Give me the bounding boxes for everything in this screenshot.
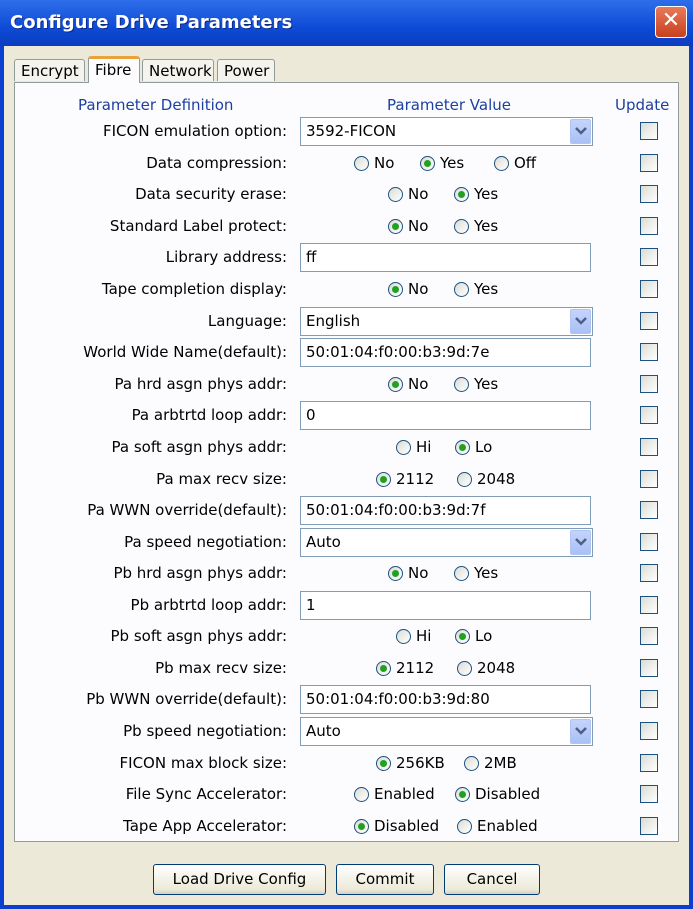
radio-2mb[interactable]: [464, 752, 517, 774]
radio-no[interactable]: [388, 215, 428, 237]
radio-disabled[interactable]: [354, 815, 439, 837]
tab-encrypt[interactable]: Encrypt: [14, 59, 85, 81]
param-row-standard-label-protect: [14, 211, 679, 241]
param-label: Library address:: [165, 248, 287, 266]
radio-button-icon[interactable]: [388, 219, 403, 234]
radio-label: No: [408, 280, 429, 298]
radio-2112[interactable]: [376, 468, 434, 490]
param-label: Pb soft asgn phys addr:: [110, 627, 287, 645]
param-label: Pb WWN override(default):: [86, 690, 287, 708]
radio-button-icon[interactable]: [457, 661, 472, 676]
radio-button-icon[interactable]: [388, 377, 403, 392]
radio-button-icon[interactable]: [457, 472, 472, 487]
param-label: Pa speed negotiation:: [124, 533, 287, 551]
update-checkbox[interactable]: [640, 406, 658, 424]
param-label: Pa max recv size:: [156, 470, 287, 488]
radio-button-icon[interactable]: [455, 629, 470, 644]
radio-off[interactable]: [494, 152, 536, 174]
param-row-library-address: [14, 242, 679, 272]
radio-yes[interactable]: [454, 373, 498, 395]
param-row-ficon-max-block-size: [14, 748, 679, 778]
update-checkbox[interactable]: [640, 343, 658, 361]
param-label: FICON emulation option:: [102, 122, 287, 140]
update-checkbox[interactable]: [640, 154, 658, 172]
world-wide-name-default-input[interactable]: 50:01:04:f0:00:b3:9d:7e: [300, 338, 591, 367]
radio-button-icon[interactable]: [388, 566, 403, 581]
cancel-button[interactable]: Cancel: [444, 864, 540, 895]
radio-2048[interactable]: [457, 468, 515, 490]
update-checkbox[interactable]: [640, 785, 658, 803]
param-label: Pb arbtrtd loop addr:: [130, 596, 287, 614]
param-row-pb-soft-asgn-phys-addr: [14, 621, 679, 651]
radio-label: Yes: [474, 375, 499, 393]
radio-lo[interactable]: [455, 625, 492, 647]
param-row-pa-speed-negotiation: [14, 527, 679, 557]
param-row-data-security-erase: [14, 179, 679, 209]
param-row-pb-speed-negotiation: [14, 716, 679, 746]
chevron-down-icon[interactable]: [570, 309, 591, 334]
update-checkbox[interactable]: [640, 185, 658, 203]
radio-no[interactable]: [354, 152, 394, 174]
radio-button-icon[interactable]: [454, 219, 469, 234]
radio-no[interactable]: [388, 373, 428, 395]
radio-button-icon[interactable]: [455, 787, 470, 802]
radio-yes[interactable]: [454, 278, 498, 300]
radio-button-icon[interactable]: [454, 377, 469, 392]
update-checkbox[interactable]: [640, 438, 658, 456]
radio-label: No: [408, 564, 429, 582]
radio-button-icon[interactable]: [376, 756, 391, 771]
window-title: Configure Drive Parameters: [10, 12, 293, 33]
update-checkbox[interactable]: [640, 122, 658, 140]
radio-button-icon[interactable]: [354, 156, 369, 171]
radio-no[interactable]: [388, 183, 428, 205]
pb-wwn-override-default-input[interactable]: 50:01:04:f0:00:b3:9d:80: [300, 685, 591, 714]
chevron-down-icon[interactable]: [570, 719, 591, 744]
radio-button-icon[interactable]: [376, 661, 391, 676]
update-checkbox[interactable]: [640, 627, 658, 645]
close-button[interactable]: ✕: [655, 6, 687, 38]
title-bar[interactable]: [0, 0, 693, 46]
radio-button-icon[interactable]: [376, 472, 391, 487]
radio-label: 2MB: [484, 754, 517, 772]
radio-yes[interactable]: [454, 183, 498, 205]
param-row-language: [14, 306, 679, 336]
radio-label: Yes: [440, 154, 465, 172]
param-row-pb-max-recv-size: [14, 653, 679, 683]
param-label: Language:: [207, 312, 287, 330]
radio-button-icon[interactable]: [464, 756, 479, 771]
param-row-pa-arbtrtd-loop-addr: [14, 400, 679, 430]
radio-lo[interactable]: [455, 436, 492, 458]
radio-button-icon[interactable]: [388, 282, 403, 297]
param-row-pa-wwn-override-default: [14, 495, 679, 525]
chevron-down-icon[interactable]: [570, 119, 591, 144]
pb-arbtrtd-loop-addr-input[interactable]: 1: [300, 591, 591, 620]
update-checkbox[interactable]: [640, 312, 658, 330]
commit-button[interactable]: Commit: [336, 864, 434, 895]
param-row-pb-arbtrtd-loop-addr: [14, 590, 679, 620]
select-value: Auto: [306, 533, 341, 551]
dialog-body: [4, 46, 689, 905]
tab-power[interactable]: Power: [217, 59, 275, 81]
radio-label: 2112: [396, 470, 435, 488]
radio-label: No: [408, 185, 429, 203]
radio-yes[interactable]: [454, 562, 498, 584]
param-row-tape-app-accelerator: [14, 811, 679, 841]
pa-speed-negotiation-select[interactable]: [300, 528, 593, 557]
param-label: Tape completion display:: [101, 280, 287, 298]
radio-button-icon[interactable]: [388, 187, 403, 202]
radio-button-icon[interactable]: [396, 440, 411, 455]
param-row-tape-completion-display: [14, 274, 679, 304]
param-label: Pa soft asgn phys addr:: [111, 438, 287, 456]
pb-speed-negotiation-select[interactable]: [300, 717, 593, 746]
radio-label: Hi: [416, 438, 432, 456]
radio-yes[interactable]: [454, 215, 498, 237]
radio-button-icon[interactable]: [494, 156, 509, 171]
update-checkbox[interactable]: [640, 375, 658, 393]
radio-label: Yes: [474, 564, 499, 582]
radio-label: Lo: [475, 438, 493, 456]
param-label: FICON max block size:: [119, 754, 287, 772]
param-label: Data security erase:: [135, 185, 287, 203]
update-checkbox[interactable]: [640, 470, 658, 488]
param-row-pb-hrd-asgn-phys-addr: [14, 558, 679, 588]
param-label: Data compression:: [146, 154, 287, 172]
update-checkbox[interactable]: [640, 817, 658, 835]
param-row-pa-soft-asgn-phys-addr: [14, 432, 679, 462]
param-label: Pa arbtrtd loop addr:: [131, 406, 287, 424]
update-checkbox[interactable]: [640, 280, 658, 298]
header-update: Update: [615, 96, 670, 114]
radio-button-icon[interactable]: [455, 440, 470, 455]
language-select[interactable]: [300, 307, 593, 336]
param-label: Pb hrd asgn phys addr:: [113, 564, 287, 582]
radio-label: 2112: [396, 659, 435, 677]
radio-label: Yes: [474, 280, 499, 298]
update-checkbox[interactable]: [640, 659, 658, 677]
radio-label: Yes: [474, 217, 499, 235]
select-value: 3592-FICON: [306, 122, 397, 140]
radio-label: Yes: [474, 185, 499, 203]
param-label: Pa WWN override(default):: [87, 501, 287, 519]
update-checkbox[interactable]: [640, 596, 658, 614]
library-address-input[interactable]: ff: [300, 243, 591, 272]
radio-yes[interactable]: [420, 152, 464, 174]
radio-label: Enabled: [374, 785, 435, 803]
param-row-world-wide-name-default: [14, 337, 679, 367]
update-checkbox[interactable]: [640, 533, 658, 551]
header-value: Parameter Value: [387, 96, 511, 114]
radio-button-icon[interactable]: [354, 819, 369, 834]
select-value: English: [306, 312, 361, 330]
radio-hi[interactable]: [396, 436, 431, 458]
radio-button-icon[interactable]: [396, 629, 411, 644]
param-row-ficon-emulation-option: [14, 116, 679, 146]
update-checkbox[interactable]: [640, 690, 658, 708]
radio-label: No: [408, 217, 429, 235]
param-label: Pa hrd asgn phys addr:: [114, 375, 287, 393]
radio-no[interactable]: [388, 562, 428, 584]
radio-label: 256KB: [396, 754, 445, 772]
update-checkbox[interactable]: [640, 564, 658, 582]
update-checkbox[interactable]: [640, 248, 658, 266]
radio-label: 2048: [477, 470, 516, 488]
radio-enabled[interactable]: [354, 783, 435, 805]
radio-label: Off: [514, 154, 537, 172]
radio-button-icon[interactable]: [457, 819, 472, 834]
chevron-down-icon[interactable]: [570, 530, 591, 555]
radio-button-icon[interactable]: [420, 156, 435, 171]
param-label: Pb max recv size:: [155, 659, 287, 677]
radio-label: Disabled: [374, 817, 440, 835]
update-checkbox[interactable]: [640, 722, 658, 740]
param-label: File Sync Accelerator:: [125, 785, 287, 803]
radio-disabled[interactable]: [455, 783, 540, 805]
param-label: Standard Label protect:: [109, 217, 287, 235]
radio-2048[interactable]: [457, 657, 515, 679]
radio-label: Disabled: [475, 785, 541, 803]
radio-label: No: [374, 154, 395, 172]
radio-label: No: [408, 375, 429, 393]
update-checkbox[interactable]: [640, 501, 658, 519]
param-row-data-compression: [14, 148, 679, 178]
pa-wwn-override-default-input[interactable]: 50:01:04:f0:00:b3:9d:7f: [300, 496, 591, 525]
radio-256kb[interactable]: [376, 752, 445, 774]
radio-enabled[interactable]: [457, 815, 538, 837]
radio-button-icon[interactable]: [354, 787, 369, 802]
radio-label: Hi: [416, 627, 432, 645]
param-row-pa-max-recv-size: [14, 464, 679, 494]
radio-label: 2048: [477, 659, 516, 677]
update-checkbox[interactable]: [640, 754, 658, 772]
radio-hi[interactable]: [396, 625, 431, 647]
param-row-pa-hrd-asgn-phys-addr: [14, 369, 679, 399]
radio-button-icon[interactable]: [454, 282, 469, 297]
tab-fibre[interactable]: Fibre: [88, 56, 140, 83]
param-row-pb-wwn-override-default: [14, 684, 679, 714]
param-label: Pb speed negotiation:: [123, 722, 287, 740]
radio-2112[interactable]: [376, 657, 434, 679]
ficon-emulation-option-select[interactable]: [300, 117, 593, 146]
header-definition: Parameter Definition: [78, 96, 234, 114]
pa-arbtrtd-loop-addr-input[interactable]: 0: [300, 401, 591, 430]
radio-button-icon[interactable]: [454, 566, 469, 581]
radio-no[interactable]: [388, 278, 428, 300]
select-value: Auto: [306, 722, 341, 740]
radio-label: Enabled: [477, 817, 538, 835]
radio-button-icon[interactable]: [454, 187, 469, 202]
update-checkbox[interactable]: [640, 217, 658, 235]
radio-label: Lo: [475, 627, 493, 645]
tab-network[interactable]: Network: [142, 59, 214, 81]
param-label: World Wide Name(default):: [83, 343, 287, 361]
param-label: Tape App Accelerator:: [123, 817, 287, 835]
param-row-file-sync-accelerator: [14, 779, 679, 809]
load-drive-config-button[interactable]: Load Drive Config: [153, 864, 326, 895]
